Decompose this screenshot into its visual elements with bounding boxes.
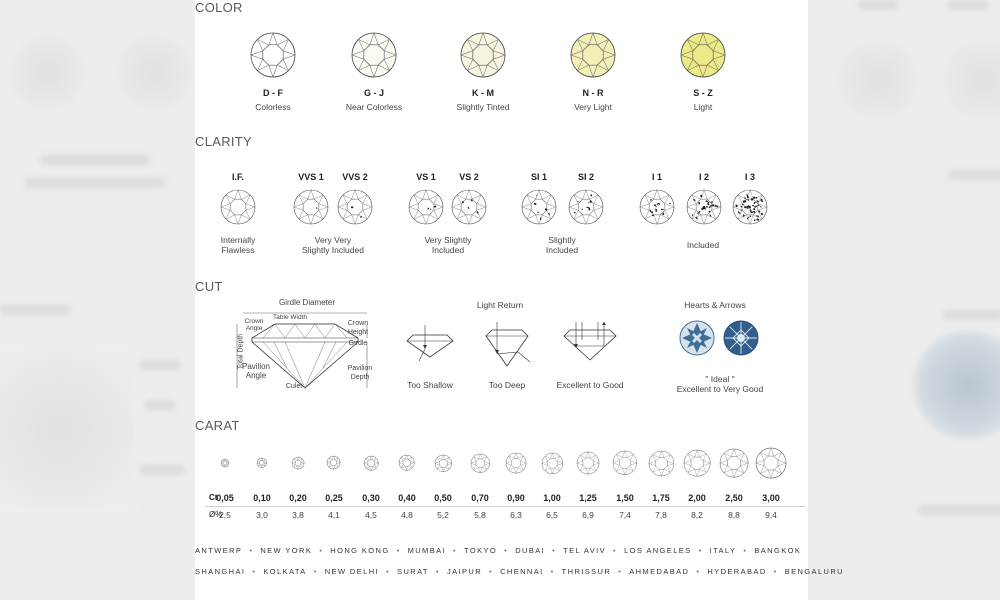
color-diamond-icon: [460, 32, 506, 78]
carat-ct-value: 0,05: [216, 493, 234, 503]
carat-ct-value: 2,00: [688, 493, 706, 503]
clarity-diamond-icon: [220, 189, 256, 225]
city-name: SHANGHAI: [195, 567, 246, 576]
city-name: LOS ANGELES: [624, 546, 692, 555]
carat-diamond-icon: [576, 451, 600, 475]
carat-mm-value: 4,1: [328, 510, 340, 520]
carat-ct-value: 0,50: [434, 493, 452, 503]
carat-diamond-icon: [755, 447, 787, 479]
color-grade-label: K - M: [472, 88, 494, 98]
carat-mm-value: 4,8: [401, 510, 413, 520]
carat-diamond-icon: [648, 450, 675, 477]
city-name: DUBAI: [515, 546, 546, 555]
city-separator: •: [249, 546, 254, 555]
label-table-width: Table Width: [273, 314, 307, 321]
clarity-diamond-icon: [451, 189, 487, 225]
label-pavilion-angle: Angle: [245, 371, 267, 380]
too-shallow-diagram: [405, 325, 455, 365]
city-name: HYDERABAD: [707, 567, 767, 576]
carat-diamond-icon: [470, 453, 491, 474]
clarity-diamond-icon: [686, 189, 722, 225]
carat-mm-value: 5,2: [437, 510, 449, 520]
clarity-group-desc: Slightly: [548, 235, 576, 245]
label-pavilion-depth-2: Depth: [350, 374, 370, 381]
city-name: TEL AVIV: [563, 546, 607, 555]
city-separator: •: [696, 567, 701, 576]
city-separator: •: [313, 567, 318, 576]
label-crown: Crown: [244, 318, 264, 325]
clarity-grade-label: VS 1: [416, 172, 436, 182]
carat-ct-value: 0,20: [289, 493, 307, 503]
clarity-diamond-icon: [293, 189, 329, 225]
color-grade-desc: Light: [693, 102, 713, 112]
city-separator: •: [489, 567, 494, 576]
clarity-diamond-icon: [337, 189, 373, 225]
city-separator: •: [698, 546, 703, 555]
label-ideal: " Ideal ": [705, 374, 735, 384]
clarity-grade-label: I 2: [698, 172, 709, 182]
color-grade-desc: Slightly Tinted: [456, 102, 510, 112]
carat-ct-value: 0,30: [362, 493, 380, 503]
color-grade-desc: Colorless: [255, 102, 291, 112]
city-name: HONG KONG: [330, 546, 390, 555]
label-culet: Culet: [285, 383, 303, 390]
carat-diamond-icon: [541, 452, 564, 475]
section-title-carat: CARAT: [195, 418, 240, 433]
carat-diamond-icon: [398, 454, 415, 471]
clarity-grade-label: I.F.: [231, 172, 244, 182]
city-name: AHMEDABAD: [629, 567, 690, 576]
city-name: KOLKATA: [263, 567, 307, 576]
carat-mm-value: 3,0: [256, 510, 268, 520]
carat-ct-value: 0,40: [398, 493, 416, 503]
color-diamond-icon: [250, 32, 296, 78]
color-grade-label: D - F: [263, 88, 283, 98]
label-crown-height-1: Crown: [347, 320, 369, 327]
carat-diamond-icon: [256, 457, 268, 469]
city-separator: •: [453, 546, 458, 555]
label-total-depth: Total Depth: [237, 333, 245, 370]
color-diamond-icon: [351, 32, 397, 78]
excellent-cut-diagram: [560, 322, 620, 366]
carat-diamond-icon: [683, 449, 711, 477]
blurred-backdrop-right: [808, 0, 1000, 600]
color-grade-desc: Near Colorless: [345, 102, 403, 112]
carat-diamond-icon: [291, 456, 305, 470]
city-name: CHENNAI: [500, 567, 544, 576]
label-crown-angle: Angle: [245, 325, 263, 332]
city-name: BENGALURU: [784, 567, 844, 576]
city-name: NEW DELHI: [324, 567, 380, 576]
carat-ct-value: 3,00: [762, 493, 780, 503]
clarity-group-desc: Included: [545, 245, 579, 255]
clarity-grade-label: I 1: [651, 172, 662, 182]
section-title-cut: CUT: [195, 279, 223, 294]
city-name: MUMBAI: [407, 546, 446, 555]
carat-mm-value: 7,4: [619, 510, 631, 520]
carat-diamond-icon: [719, 448, 749, 478]
carat-ct-value: 0,70: [471, 493, 489, 503]
city-name: NEW YORK: [260, 546, 313, 555]
color-grade-label: G - J: [363, 88, 384, 98]
carat-mm-value: 6,3: [510, 510, 522, 520]
clarity-grade-label: I 3: [744, 172, 755, 182]
city-name: TOKYO: [464, 546, 498, 555]
carat-diamond-icon: [434, 454, 453, 473]
carat-mm-value: 8,2: [691, 510, 703, 520]
city-separator: •: [743, 546, 748, 555]
arrows-icon: [723, 320, 759, 356]
clarity-group-desc: Very Very: [314, 235, 352, 245]
diamond-chart-panel: [195, 0, 844, 600]
section-title-color: COLOR: [195, 0, 243, 15]
carat-mm-value: 6,5: [546, 510, 558, 520]
city-name: JAIPUR: [446, 567, 483, 576]
label-hearts-and-arrows: Hearts & Arrows: [684, 300, 746, 310]
city-name: THRISSUR: [561, 567, 612, 576]
clarity-group-desc: Included: [431, 245, 465, 255]
clarity-grade-label: SI 1: [530, 172, 547, 182]
carat-mm-value: 9,4: [765, 510, 777, 520]
cities-row-1: [195, 546, 808, 555]
carat-mm-value: 8,8: [728, 510, 740, 520]
label-pavilion-depth-1: Pavilion: [347, 365, 373, 372]
carat-mm-value: 2,5: [219, 510, 231, 520]
city-name: BANGKOK: [754, 546, 802, 555]
color-diamond-icon: [680, 32, 726, 78]
carat-diamond-icon: [326, 455, 341, 470]
carat-mm-label: Ø%: [209, 510, 223, 519]
clarity-grade-label: SI 2: [577, 172, 594, 182]
city-separator: •: [613, 546, 618, 555]
city-name: SURAT: [397, 567, 429, 576]
clarity-group-desc: Very Slightly: [424, 235, 472, 245]
label-crown-height-2: Height: [347, 329, 369, 336]
carat-mm-value: 5,8: [474, 510, 486, 520]
carat-ct-value: 0,25: [325, 493, 343, 503]
city-name: ITALY: [709, 546, 737, 555]
clarity-grade-label: VVS 1: [298, 172, 324, 182]
label-excellent-to-good: Excellent to Good: [556, 380, 624, 390]
section-title-clarity: CLARITY: [195, 134, 253, 149]
clarity-grade-label: VS 2: [459, 172, 479, 182]
color-grade-label: N - R: [582, 88, 604, 98]
clarity-diamond-icon: [408, 189, 444, 225]
carat-mm-value: 4,5: [365, 510, 377, 520]
city-separator: •: [773, 567, 778, 576]
carat-diamond-icon: [363, 455, 379, 471]
clarity-grade-label: VVS 2: [342, 172, 368, 182]
city-separator: •: [396, 546, 401, 555]
carat-mm-value: 7,8: [655, 510, 667, 520]
color-diamond-icon: [570, 32, 616, 78]
city-separator: •: [504, 546, 509, 555]
clarity-diamond-icon: [568, 189, 604, 225]
color-grade-desc: Very Light: [574, 102, 612, 112]
label-pavilion: Pavilion: [241, 362, 270, 371]
clarity-diamond-icon: [732, 189, 768, 225]
label-girdle: Girdle: [348, 340, 368, 347]
carat-ct-label: Ct: [209, 493, 218, 502]
city-separator: •: [435, 567, 440, 576]
clarity-group-desc: Included: [686, 240, 720, 250]
carat-ct-value: 1,25: [579, 493, 597, 503]
carat-divider: [205, 506, 805, 507]
city-separator: •: [550, 567, 555, 576]
city-separator: •: [386, 567, 391, 576]
carat-ct-value: 1,50: [616, 493, 634, 503]
carat-diamond-icon: [220, 458, 230, 468]
carat-ct-value: 2,50: [725, 493, 743, 503]
carat-diamond-icon: [612, 450, 638, 476]
label-girdle-diameter: Girdle Diameter: [278, 298, 335, 307]
clarity-group-desc: Flawless: [221, 245, 255, 255]
carat-diamond-icon: [505, 452, 527, 474]
label-too-deep: Too Deep: [488, 380, 526, 390]
carat-mm-value: 3,8: [292, 510, 304, 520]
cities-row-2: [195, 567, 844, 576]
color-grade-label: S - Z: [693, 88, 713, 98]
carat-ct-value: 0,90: [507, 493, 525, 503]
too-deep-diagram: [482, 322, 532, 372]
label-too-shallow: Too Shallow: [407, 380, 453, 390]
city-separator: •: [552, 546, 557, 555]
label-excellent-to-very-good: Excellent to Very Good: [676, 384, 764, 394]
carat-ct-value: 1,00: [543, 493, 561, 503]
clarity-group-desc: Slightly Included: [302, 245, 364, 255]
blurred-backdrop-left: [0, 0, 195, 600]
city-separator: •: [319, 546, 324, 555]
label-light-return: Light Return: [476, 300, 524, 310]
clarity-diamond-icon: [521, 189, 557, 225]
clarity-group-desc: Internally: [220, 235, 256, 245]
city-name: ANTWERP: [195, 546, 243, 555]
city-separator: •: [252, 567, 257, 576]
hearts-icon: [679, 320, 715, 356]
carat-ct-value: 1,75: [652, 493, 670, 503]
carat-mm-value: 6,9: [582, 510, 594, 520]
clarity-diamond-icon: [639, 189, 675, 225]
city-separator: •: [618, 567, 623, 576]
carat-ct-value: 0,10: [253, 493, 271, 503]
